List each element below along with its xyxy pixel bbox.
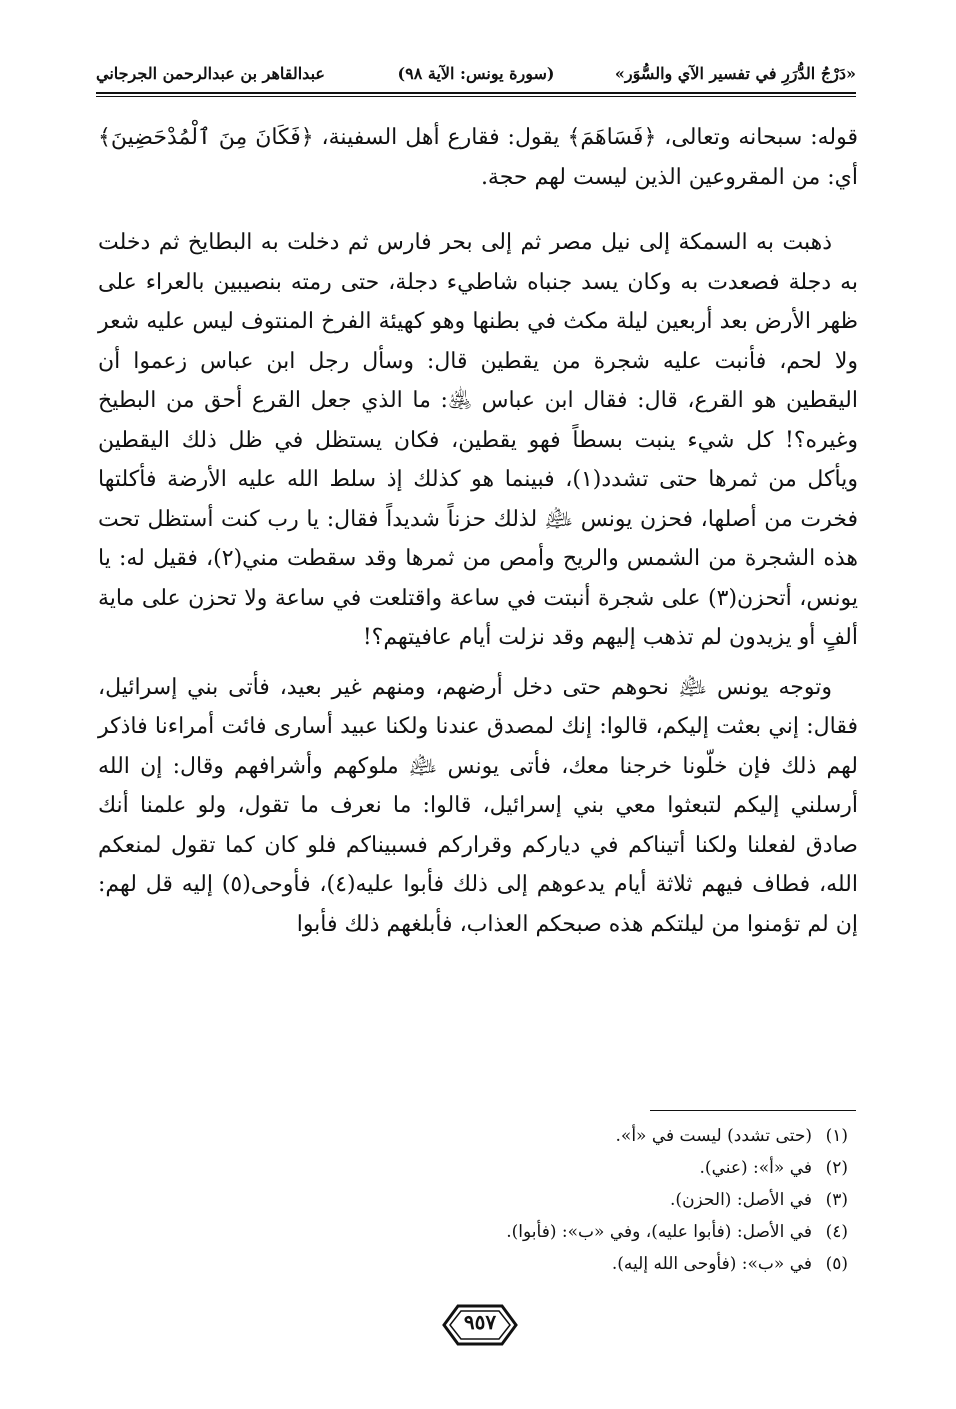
- footnote-text: في الأصل: (فأبوا عليه)، وفي «ب»: (فأبوا).: [506, 1222, 812, 1242]
- footnote-text: في «أ»: (عني).: [699, 1158, 812, 1178]
- page-number-ornament: [440, 1300, 520, 1350]
- story-paragraph-2: وتوجه يونس ﵇ نحوهم حتى دخل أرضهم، ومنهم غير بعيد، فأتى بني إسرائيل، فقال: إني بعثت إليكم، قالوا: إنك لمصدق عندنا ولكنا عبيد أسارى فائت أمراءنا فاذكر لهم ذلك فإن خلّونا خرجنا معك، فأتى يونس ﵇ ملوكهم وأشرافهم وقال: إن الله أرسلني إليكم لتبعثوا معي بني إسرائيل، قالوا: ما نعرف ما تقول، ولو علمنا أنك صادق لفعلنا ولكنا أتيناكم في دياركم وقراركم فسبيناكم فلو كان كما تقول لمنعكم الله، فطاف فيهم ثلاثة أيام يدعوهم إلى ذلك فأبوا عليه(٤)، فأوحى(٥) إليه قل لهم: إن لم تؤمنوا من ليلتكم هذه صبحكم العذاب، فأبلغهم ذلك فأبوا: [98, 674, 858, 937]
- footnote-item: [98, 1152, 858, 1184]
- footnote-item: [98, 1120, 858, 1152]
- footnote-number: (١): [825, 1126, 848, 1146]
- header-author: عبدالقاهر بن عبدالرحمن الجرجاني: [96, 64, 325, 83]
- footnote-text: (حتى تشدد) ليست في «أ».: [615, 1126, 812, 1146]
- footnote-separator: [650, 1110, 856, 1111]
- header-rule-thin: [96, 96, 856, 97]
- header-surah-location: (سورة يونس: الآية ٩٨): [397, 64, 555, 83]
- footnote-number: (٢): [825, 1158, 848, 1178]
- footnote-number: (٣): [825, 1190, 848, 1210]
- footnote-text: في «ب»: (فأوحى الله إليه).: [611, 1254, 812, 1274]
- footnote-item: [98, 1248, 858, 1280]
- intro-paragraph: قوله: سبحانه وتعالى، ﴿فَسَاهَمَ﴾ يقول: فقارع أهل السفينة، ﴿فَكَانَ مِنَ ٱلْمُدْحَضِينَ﴾ أي: من المقروعين الذين ليست لهم حجة.: [98, 125, 858, 190]
- footnote-text: في الأصل: (الحزن).: [670, 1190, 812, 1210]
- page-number: ٩٥٧: [463, 1310, 497, 1334]
- footnote-item: [98, 1216, 858, 1248]
- footnote-number: (٤): [825, 1222, 848, 1242]
- main-text: [98, 118, 858, 944]
- story-paragraph-1: ذهبت به السمكة إلى نيل مصر ثم إلى بحر فارس ثم دخلت به البطايخ ثم دخلت به دجلة فصعدت به وكان يسد جنباه شاطيء دجلة، حتى رمته بنصيبين بالعراء على ظهر الأرض بعد أربعين ليلة مكث في بطنها وهو كهيئة الفرخ المنتوف ليس عليه شعر ولا لحم، فأنبت عليه شجرة من يقطين قال: وسأل رجل ابن عباس زعموا أن اليقطين هو القرع، قال: فقال ابن عباس ﵁: ما الذي جعل القرع أحق من البطيخ وغيره؟! كل شيء ينبت بسطاً فهو يقطين، فكان يستظل في ظل ذلك اليقطين ويأكل من ثمرها حتى تشدد(١)، فبينما هو كذلك إذ سلط الله عليه الأرضة فأكلتها فخرت من أصلها، فحزن يونس ﵇ لذلك حزناً شديداً فقال: يا رب كنت أستظل تحت هذه الشجرة من الشمس والريح وأمص من ثمرها وقد سقطت مني(٢)، فقيل له: يا يونس، أتحزن(٣) على شجرة أنبتت في ساعة واقتلعت في ساعة ولا تحزن على ماية ألفٍ أو يزيدون لم تذهب إليهم وقد نزلت أيام عافيتهم؟!: [98, 230, 858, 650]
- footnotes: [98, 1120, 858, 1280]
- header-book-title: «دَرْجُ الدُّرَرِ في تفسير الآي والسُّوَر»: [614, 64, 856, 83]
- header-rule: [96, 92, 856, 94]
- footnote-item: [98, 1184, 858, 1216]
- footnote-number: (٥): [825, 1254, 848, 1274]
- running-header: [96, 56, 856, 96]
